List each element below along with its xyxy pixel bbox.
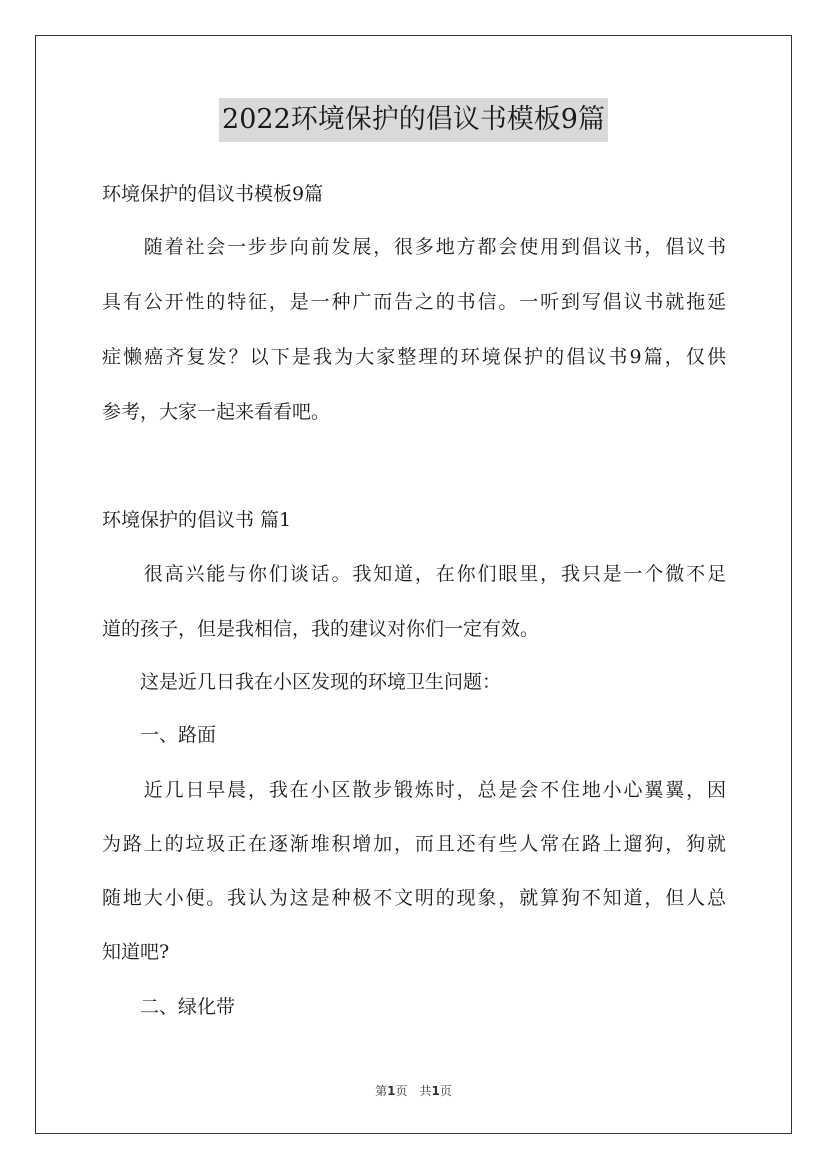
intro-line-2: 具有公开性的特征，是一种广而告之的书信。一听到写倡议书就拖延 <box>102 291 726 313</box>
section1-para1-line-1: 很高兴能与你们谈话。我知道，在你们眼里，我只是一个微不足 <box>102 563 726 585</box>
section1-para1-line-2: 道的孩子，但是我相信，我的建议对你们一定有效。 <box>102 618 540 640</box>
section1-para2: 这是近几日我在小区发现的环境卫生问题： <box>102 671 502 693</box>
document-subtitle: 环境保护的倡议书模板9篇 <box>102 183 324 205</box>
item2-heading: 二、绿化带 <box>102 996 236 1018</box>
item1-para-line-1: 近几日早晨，我在小区散步锻炼时，总是会不住地小心翼翼，因 <box>102 779 726 801</box>
intro-line-3: 症懒癌齐复发？以下是我为大家整理的环境保护的倡议书9篇，仅供 <box>102 346 726 368</box>
intro-line-4: 参考，大家一起来看看吧。 <box>102 401 331 423</box>
item1-para-line-3: 随地大小便。我认为这是种极不文明的现象，就算狗不知道，但人总 <box>102 887 726 909</box>
item1-para-line-2: 为路上的垃圾正在逐渐堆积增加，而且还有些人常在路上遛狗，狗就 <box>102 833 726 855</box>
title-container <box>0 98 827 142</box>
intro-line-1: 随着社会一步步向前发展，很多地方都会使用到倡议书，倡议书 <box>102 236 726 258</box>
section-heading: 环境保护的倡议书 篇1 <box>102 509 292 531</box>
footer-page-number: 1 <box>387 1084 396 1098</box>
item1-heading: 一、路面 <box>102 724 217 746</box>
footer-middle: 页 共 <box>395 1084 432 1098</box>
footer-prefix: 第 <box>375 1084 388 1098</box>
footer-page-total: 1 <box>431 1084 440 1098</box>
page-footer <box>0 1083 827 1099</box>
item1-para-line-4: 知道吧? <box>102 941 170 963</box>
document-title: 2022环境保护的倡议书模板9篇 <box>219 98 608 142</box>
footer-suffix: 页 <box>439 1084 452 1098</box>
